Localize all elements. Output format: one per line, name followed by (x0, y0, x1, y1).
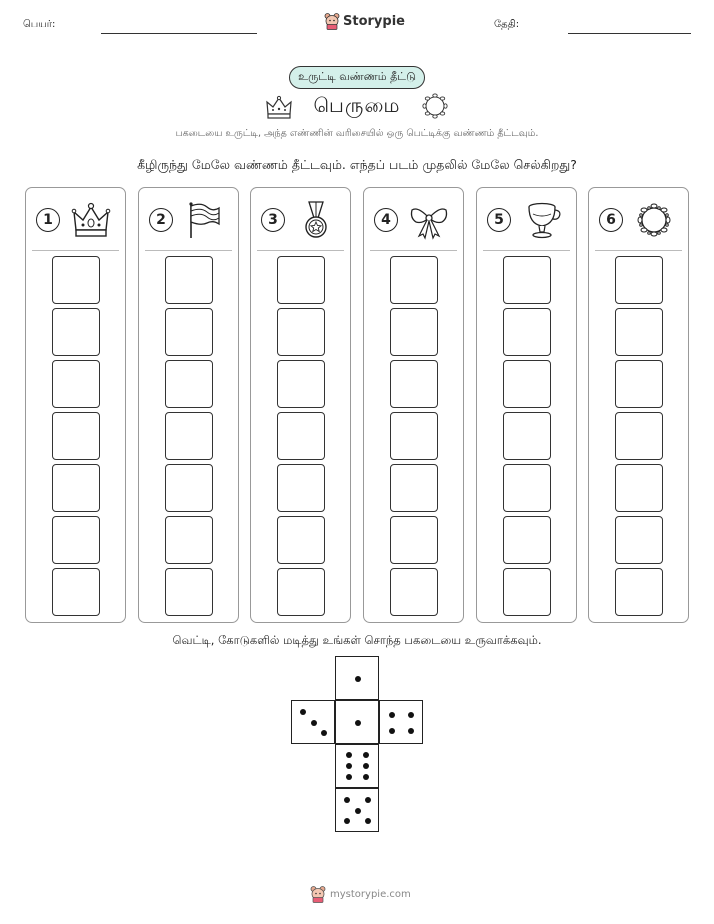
color-box[interactable] (52, 360, 100, 408)
column-number: 6 (599, 208, 623, 232)
dice-pip (311, 720, 317, 726)
color-box[interactable] (615, 360, 663, 408)
color-box[interactable] (390, 308, 438, 356)
instruction-text: பகடையை உருட்டி, அந்த எண்ணின் வரிசையில் ஒரு பெட்டிக்கு வண்ணம் தீட்டவும். (175, 128, 539, 139)
column-number: 1 (36, 208, 60, 232)
column-divider (595, 250, 682, 251)
dice-pip (321, 730, 327, 736)
medal-icon (295, 200, 337, 240)
color-box[interactable] (52, 256, 100, 304)
crown-icon (70, 200, 112, 240)
dice-pip (355, 808, 361, 814)
color-box[interactable] (503, 412, 551, 460)
dice-face-1 (335, 656, 379, 700)
dice-face-3 (291, 700, 335, 744)
color-box[interactable] (165, 464, 213, 512)
color-box[interactable] (52, 308, 100, 356)
color-box[interactable] (277, 412, 325, 460)
dice-pip (365, 818, 371, 824)
dice-pip (355, 676, 361, 682)
bear-icon (324, 12, 340, 30)
dice-pip (346, 774, 352, 780)
color-box[interactable] (52, 412, 100, 460)
color-box[interactable] (165, 412, 213, 460)
footer (310, 885, 411, 903)
color-box[interactable] (390, 412, 438, 460)
dice-net (290, 656, 424, 836)
dice-pip (344, 818, 350, 824)
column-number: 2 (149, 208, 173, 232)
dice-pip (346, 763, 352, 769)
dice-face-4 (379, 700, 423, 744)
column-number: 5 (487, 208, 511, 232)
trophy-cup-icon (521, 200, 563, 240)
color-box[interactable] (503, 256, 551, 304)
footer-url: mystorypie.com (330, 888, 411, 900)
column-divider (145, 250, 232, 251)
brand-logo (324, 12, 405, 30)
laurel-wreath-icon (633, 200, 675, 240)
color-box[interactable] (277, 308, 325, 356)
color-box[interactable] (390, 360, 438, 408)
color-box[interactable] (503, 308, 551, 356)
dice-pip (363, 752, 369, 758)
column-3 (250, 187, 351, 623)
color-box[interactable] (503, 360, 551, 408)
dice-pip (363, 774, 369, 780)
column-2 (138, 187, 239, 623)
date-label: தேதி: (494, 19, 520, 30)
question-text: கீழிருந்து மேலே வண்ணம் தீட்டவும். எந்தப் படம் முதலில் மேலே செல்கிறது? (137, 157, 577, 172)
color-box[interactable] (503, 568, 551, 616)
brand-name: Storypie (343, 13, 405, 29)
color-box[interactable] (615, 308, 663, 356)
column-1 (25, 187, 126, 623)
color-box[interactable] (165, 256, 213, 304)
date-line (568, 33, 691, 34)
color-box[interactable] (165, 308, 213, 356)
dice-instruction: வெட்டி, கோடுகளில் மடித்து உங்கள் சொந்த பகடையை உருவாக்கவும். (172, 633, 542, 647)
flag-icon (183, 200, 225, 240)
color-box[interactable] (390, 516, 438, 564)
dice-face-5 (335, 788, 379, 832)
color-box[interactable] (503, 464, 551, 512)
bow-icon (408, 200, 450, 240)
column-divider (32, 250, 119, 251)
color-box[interactable] (277, 256, 325, 304)
color-box[interactable] (615, 464, 663, 512)
color-box[interactable] (52, 516, 100, 564)
color-box[interactable] (615, 516, 663, 564)
dice-pip (363, 763, 369, 769)
column-5 (476, 187, 577, 623)
color-box[interactable] (165, 516, 213, 564)
column-number: 4 (374, 208, 398, 232)
dice-pip (355, 720, 361, 726)
color-box[interactable] (165, 568, 213, 616)
page-title: பெருமை (313, 93, 401, 117)
color-box[interactable] (390, 256, 438, 304)
column-divider (370, 250, 457, 251)
column-divider (483, 250, 570, 251)
dice-pip (300, 709, 306, 715)
column-6 (588, 187, 689, 623)
dice-pip (346, 752, 352, 758)
color-box[interactable] (615, 412, 663, 460)
color-box[interactable] (277, 516, 325, 564)
dice-pip (389, 712, 395, 718)
color-box[interactable] (277, 360, 325, 408)
bear-icon (310, 885, 326, 903)
color-box[interactable] (277, 568, 325, 616)
activity-badge: உருட்டி வண்ணம் தீட்டு (289, 66, 425, 89)
dice-pip (408, 712, 414, 718)
color-box[interactable] (615, 568, 663, 616)
color-box[interactable] (52, 464, 100, 512)
crown-icon (264, 94, 294, 120)
dice-pip (344, 797, 350, 803)
color-box[interactable] (390, 464, 438, 512)
dice-face-6 (335, 744, 379, 788)
dice-pip (389, 728, 395, 734)
dice-pip (408, 728, 414, 734)
name-label: பெயர்: (23, 19, 56, 30)
color-box[interactable] (503, 516, 551, 564)
column-4 (363, 187, 464, 623)
column-number: 3 (261, 208, 285, 232)
dice-face-1 (335, 700, 379, 744)
column-divider (257, 250, 344, 251)
name-line (101, 33, 257, 34)
color-box[interactable] (615, 256, 663, 304)
color-box[interactable] (165, 360, 213, 408)
color-box[interactable] (390, 568, 438, 616)
laurel-wreath-icon (421, 92, 449, 120)
color-box[interactable] (277, 464, 325, 512)
dice-pip (365, 797, 371, 803)
color-box[interactable] (52, 568, 100, 616)
